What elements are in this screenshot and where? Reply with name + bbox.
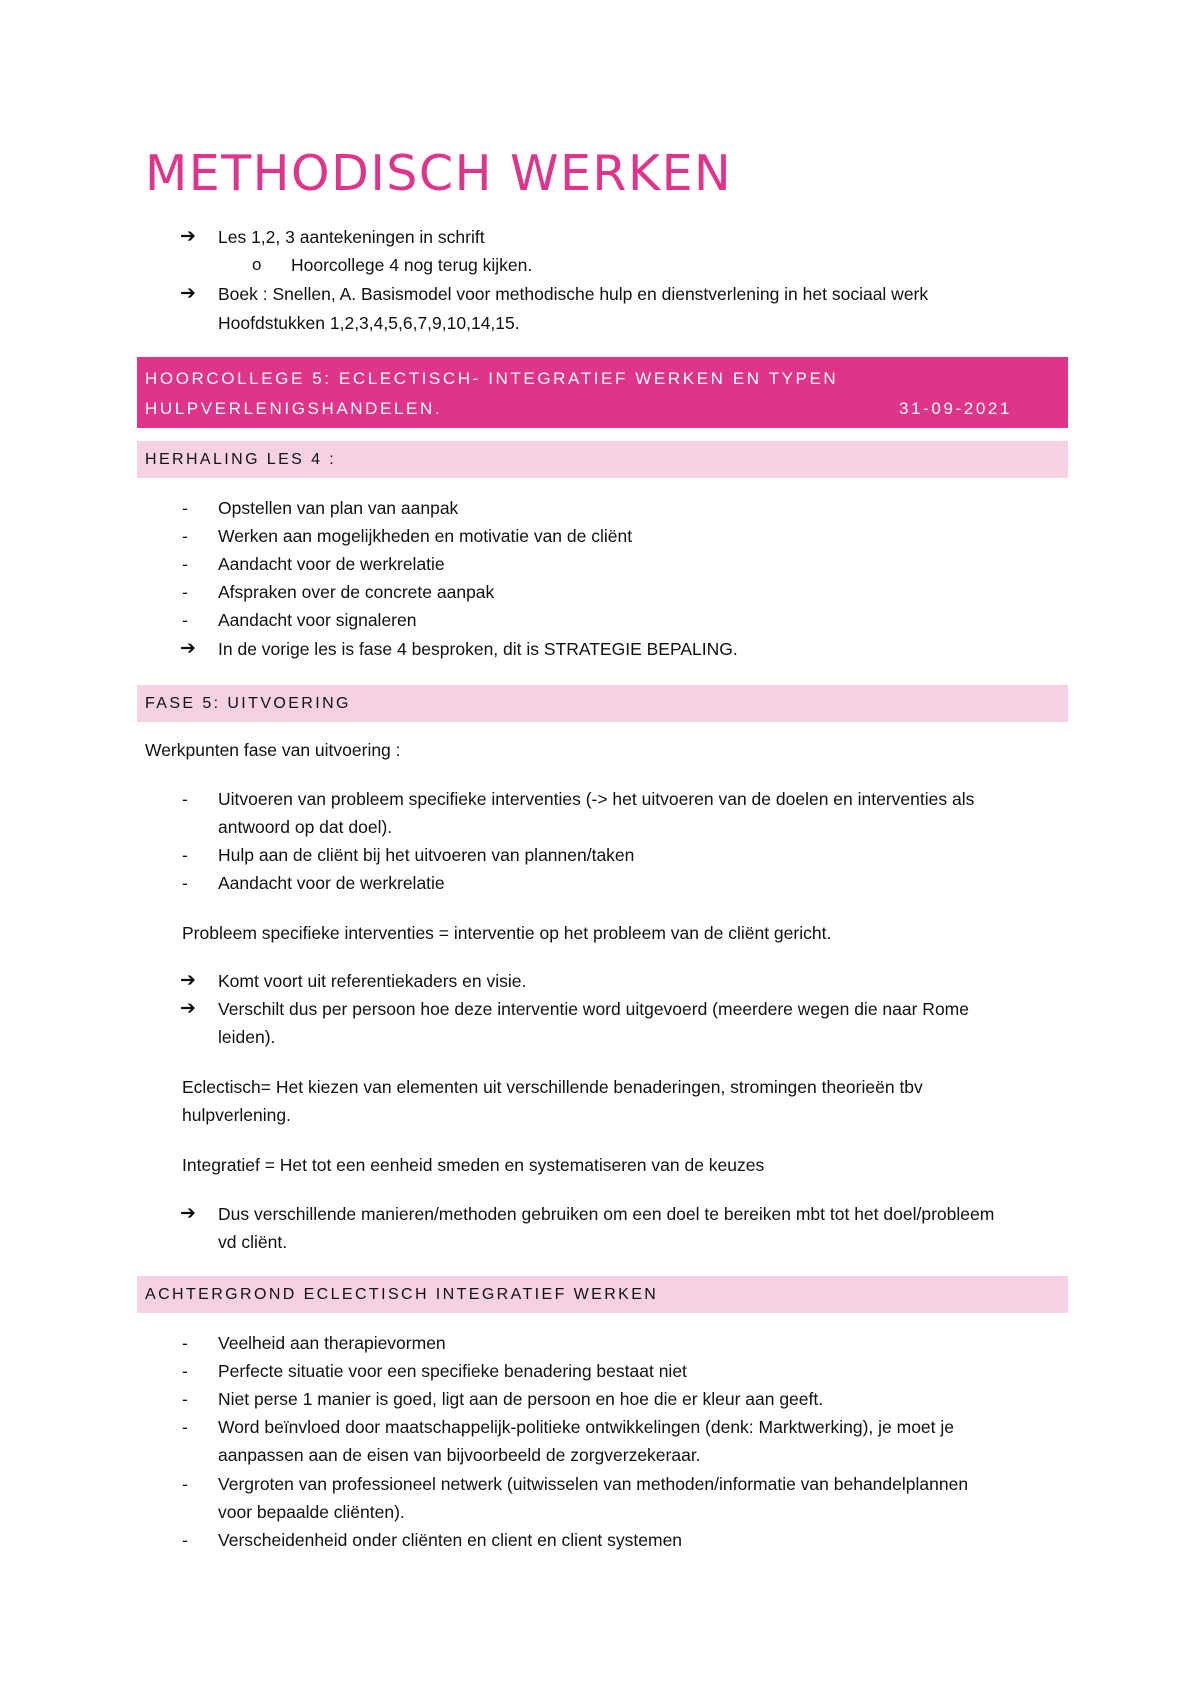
arrow-bullet: ➔ xyxy=(180,638,196,659)
dash-bullet: - xyxy=(182,1530,188,1550)
arrow-bullet: ➔ xyxy=(180,970,196,991)
section-heading-text: HERHALING LES 4 : xyxy=(145,451,337,468)
list-item: Verscheidenheid onder cliënten en client en client systemen xyxy=(218,1530,683,1550)
lecture-title-line-2: HULPVERLENIGSHANDELEN. xyxy=(145,399,443,418)
dash-bullet: - xyxy=(182,526,188,546)
paragraph: Probleem specifieke interventies = interventie op het probleem van de cliënt gericht. xyxy=(182,923,832,943)
dash-bullet: - xyxy=(182,1361,188,1381)
list-item-continued: aanpassen aan de eisen van bijvoorbeeld de zorgverzekeraar. xyxy=(218,1445,701,1465)
lecture-date: 31-09-2021 xyxy=(899,399,1012,418)
list-item: Hulp aan de cliënt bij het uitvoeren van plannen/taken xyxy=(218,845,635,865)
dash-bullet: - xyxy=(182,554,188,574)
list-item: Komt voort uit referentiekaders en visie. xyxy=(218,971,527,991)
list-item: Aandacht voor de werkrelatie xyxy=(218,554,445,574)
list-item-continued: leiden). xyxy=(218,1027,276,1047)
dash-bullet: - xyxy=(182,1474,188,1494)
paragraph-continued: hulpverlening. xyxy=(182,1105,291,1125)
dash-bullet: - xyxy=(182,873,188,893)
arrow-bullet: ➔ xyxy=(180,1203,196,1224)
arrow-bullet: ➔ xyxy=(180,283,196,304)
arrow-bullet: ➔ xyxy=(180,226,196,247)
list-item: Verschilt dus per persoon hoe deze interventie word uitgevoerd (meerdere wegen die naar Rome xyxy=(218,999,969,1019)
intro-item-1: Les 1,2, 3 aantekeningen in schrift xyxy=(218,227,485,247)
list-item: Perfecte situatie voor een specifieke benadering bestaat niet xyxy=(218,1361,687,1381)
intro-item-2-line-2: Hoofdstukken 1,2,3,4,5,6,7,9,10,14,15. xyxy=(218,313,520,333)
list-item: Opstellen van plan van aanpak xyxy=(218,498,459,518)
list-item: Veelheid aan therapievormen xyxy=(218,1333,446,1353)
paragraph: Integratief = Het tot een eenheid smeden en systematiseren van de keuzes xyxy=(182,1155,765,1175)
list-item: Uitvoeren van probleem specifieke interventies (-> het uitvoeren van de doelen en interventies als xyxy=(218,789,975,809)
section-heading-text: FASE 5: UITVOERING xyxy=(145,695,351,712)
list-item: Dus verschillende manieren/methoden gebruiken om een doel te bereiken mbt tot het doel/probleem xyxy=(218,1204,995,1224)
list-item: In de vorige les is fase 4 besproken, dit is STRATEGIE BEPALING. xyxy=(218,639,738,659)
section-heading-herhaling xyxy=(137,441,1068,478)
dash-bullet: - xyxy=(182,1333,188,1353)
list-item: Aandacht voor de werkrelatie xyxy=(218,873,445,893)
list-item: Word beïnvloed door maatschappelijk-politieke ontwikkelingen (denk: Marktwerking), je moet je xyxy=(218,1417,955,1437)
paragraph: Werkpunten fase van uitvoering : xyxy=(145,740,401,760)
list-item: Aandacht voor signaleren xyxy=(218,610,417,630)
arrow-bullet: ➔ xyxy=(180,998,196,1019)
list-item: Vergroten van professioneel netwerk (uitwisselen van methoden/informatie van behandelplannen xyxy=(218,1474,969,1494)
circle-bullet: o xyxy=(252,255,262,274)
list-item: Niet perse 1 manier is goed, ligt aan de persoon en hoe die er kleur aan geeft. xyxy=(218,1389,824,1409)
section-heading-fase5 xyxy=(137,685,1068,722)
list-item-continued: voor bepaalde cliënten). xyxy=(218,1502,405,1522)
list-item-continued: vd cliënt. xyxy=(218,1232,288,1252)
intro-item-2-line-1: Boek : Snellen, A. Basismodel voor methodische hulp en dienstverlening in het sociaal werk xyxy=(218,284,929,304)
dash-bullet: - xyxy=(182,845,188,865)
intro-subitem-1: Hoorcollege 4 nog terug kijken. xyxy=(291,255,533,275)
dash-bullet: - xyxy=(182,789,188,809)
dash-bullet: - xyxy=(182,610,188,630)
list-item: Afspraken over de concrete aanpak xyxy=(218,582,495,602)
section-heading-text: ACHTERGROND ECLECTISCH INTEGRATIEF WERKEN xyxy=(145,1286,659,1303)
section-heading-achtergrond xyxy=(137,1276,1068,1313)
lecture-header xyxy=(137,357,1068,428)
dash-bullet: - xyxy=(182,1417,188,1437)
list-item-continued: antwoord op dat doel). xyxy=(218,817,393,837)
dash-bullet: - xyxy=(182,582,188,602)
list-item: Werken aan mogelijkheden en motivatie van de cliënt xyxy=(218,526,633,546)
document-title: METHODISCH WERKEN xyxy=(145,145,733,202)
dash-bullet: - xyxy=(182,498,188,518)
dash-bullet: - xyxy=(182,1389,188,1409)
paragraph: Eclectisch= Het kiezen van elementen uit verschillende benaderingen, stromingen theorieën tbv xyxy=(182,1077,923,1097)
lecture-title-line-1: HOORCOLLEGE 5: ECLECTISCH- INTEGRATIEF WERKEN EN TYPEN xyxy=(145,369,839,388)
